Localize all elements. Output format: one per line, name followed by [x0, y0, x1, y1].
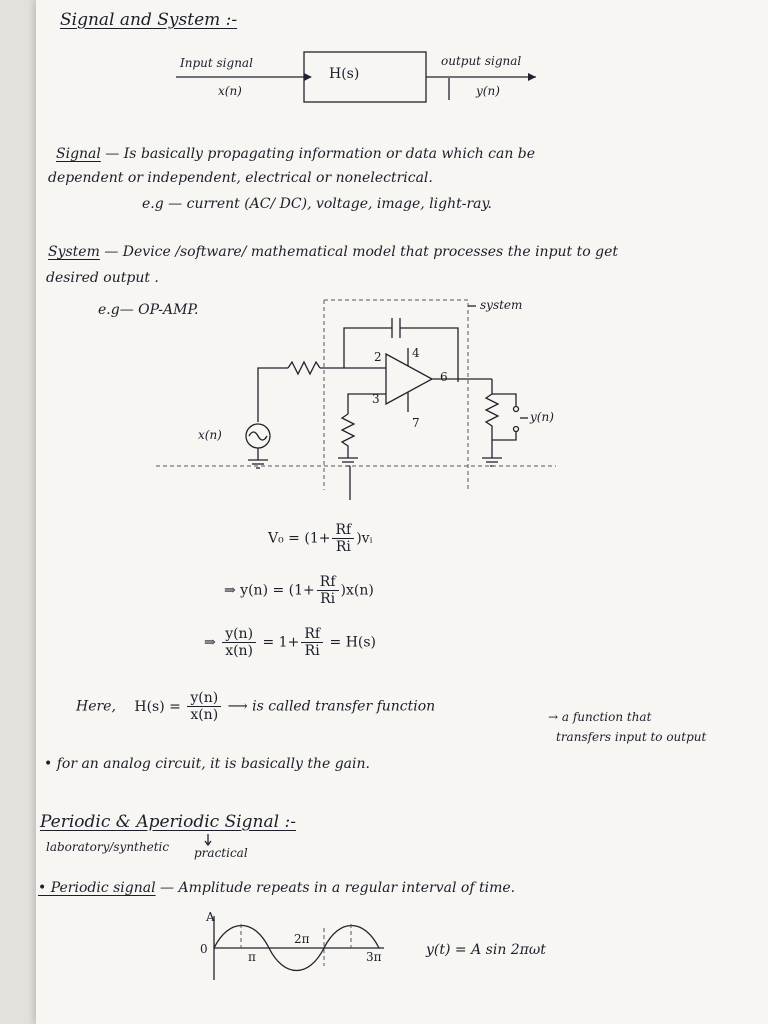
sublabel-practical: practical [194, 846, 248, 860]
pin-7: 7 [412, 416, 420, 430]
here-fraction [187, 690, 221, 723]
eq1-num: Rf [332, 522, 354, 539]
periodic-signal-definition [38, 880, 515, 896]
heading-signal-and-system: Signal and System :- [60, 10, 238, 30]
eq3-num2: Rf [301, 626, 323, 643]
transfer-note-1: → a function that [548, 710, 652, 724]
sublabel-laboratory: laboratory/synthetic [46, 840, 170, 854]
system-definition-line1 [48, 244, 618, 260]
eq3-mid: = 1+ [262, 634, 300, 651]
periodic-text: — Amplitude repeats in a regular interval of time. [160, 880, 516, 896]
signal-definition-line1 [56, 146, 535, 162]
transfer-note-2: transfers input to output [556, 730, 707, 744]
system-example: e.g— OP-AMP. [98, 302, 199, 318]
system-text1: — Device /software/ mathematical model that processes the input to get [104, 244, 619, 260]
input-var: x(n) [218, 84, 242, 98]
pin-6: 6 [440, 370, 448, 384]
equation-vo [268, 522, 372, 555]
eq2-num: Rf [317, 574, 339, 591]
eq3-rhs: = H(s) [329, 634, 377, 651]
graph-pi-label: π [248, 950, 256, 964]
system-definition-line2: desired output . [46, 270, 159, 286]
here-num: y(n) [187, 690, 221, 707]
periodic-term: • Periodic signal [38, 880, 156, 896]
equation-hs [204, 626, 376, 659]
here-hs: H(s) = [134, 698, 181, 715]
eq1-den: Ri [335, 539, 351, 555]
block-diagram [36, 0, 768, 120]
signal-definition-line2: dependent or independent, electrical or nonelectrical. [48, 170, 433, 186]
eq2-open: (1+ [288, 582, 315, 599]
eq3-den2: Ri [304, 643, 320, 659]
eq2-rhs: x(n) [345, 582, 374, 599]
equation-yn [224, 574, 374, 607]
graph-2pi-label: 2π [294, 932, 310, 946]
signal-example: e.g — current (AC/ DC), voltage, image, light-ray. [142, 196, 492, 212]
practical-arrow [196, 834, 236, 854]
pin-3: 3 [372, 392, 380, 406]
graph-3pi-label: 3π [366, 950, 382, 964]
circuit-output-label: y(n) [530, 410, 554, 424]
eq2-lhs: ⇒ y(n) = [224, 582, 289, 599]
eq2-fraction [317, 574, 339, 607]
eq3-num: y(n) [222, 626, 256, 643]
op-amp-circuit [36, 290, 768, 510]
graph-origin-label: 0 [200, 942, 208, 956]
notebook-page [36, 0, 768, 1024]
eq2-den: Ri [320, 591, 336, 607]
here-prefix: Here, [76, 698, 116, 715]
transfer-function-line [76, 690, 435, 723]
eq1-close: ) [356, 530, 362, 547]
transfer-box-label: H(s) [329, 66, 360, 82]
system-boundary-label: system [480, 298, 523, 312]
signal-term: Signal [56, 146, 101, 162]
circuit-source-label: x(n) [198, 428, 222, 442]
bullet-analog-gain: • for an analog circuit, it is basically the gain. [44, 756, 370, 772]
heading-periodic-aperiodic: Periodic & Aperiodic Signal :- [40, 812, 296, 832]
here-text: ⟶ is called transfer function [227, 698, 436, 715]
here-den: x(n) [190, 707, 219, 723]
pin-2: 2 [374, 350, 382, 364]
output-var: y(n) [476, 84, 500, 98]
system-term: System [48, 244, 100, 260]
eq1-fraction [332, 522, 354, 555]
signal-text1: — Is basically propagating information or data which can be [105, 146, 536, 162]
periodic-equation: y(t) = A sin 2πωt [426, 942, 546, 958]
eq1-open: (1+ [304, 530, 331, 547]
pin-4: 4 [412, 346, 420, 360]
eq3-fraction2 [301, 626, 323, 659]
eq3-den: x(n) [225, 643, 254, 659]
sine-wave-graph [184, 910, 444, 990]
input-signal-label: Input signal [180, 56, 253, 70]
eq1-lhs: V₀ = [268, 530, 305, 547]
eq1-rhs: vᵢ [361, 530, 373, 547]
graph-amplitude-label: A [206, 910, 215, 924]
output-signal-label: output signal [441, 54, 522, 68]
eq2-close: ) [340, 582, 346, 599]
eq3-fraction1 [222, 626, 256, 659]
eq3-arrow: ⇒ [204, 634, 216, 651]
